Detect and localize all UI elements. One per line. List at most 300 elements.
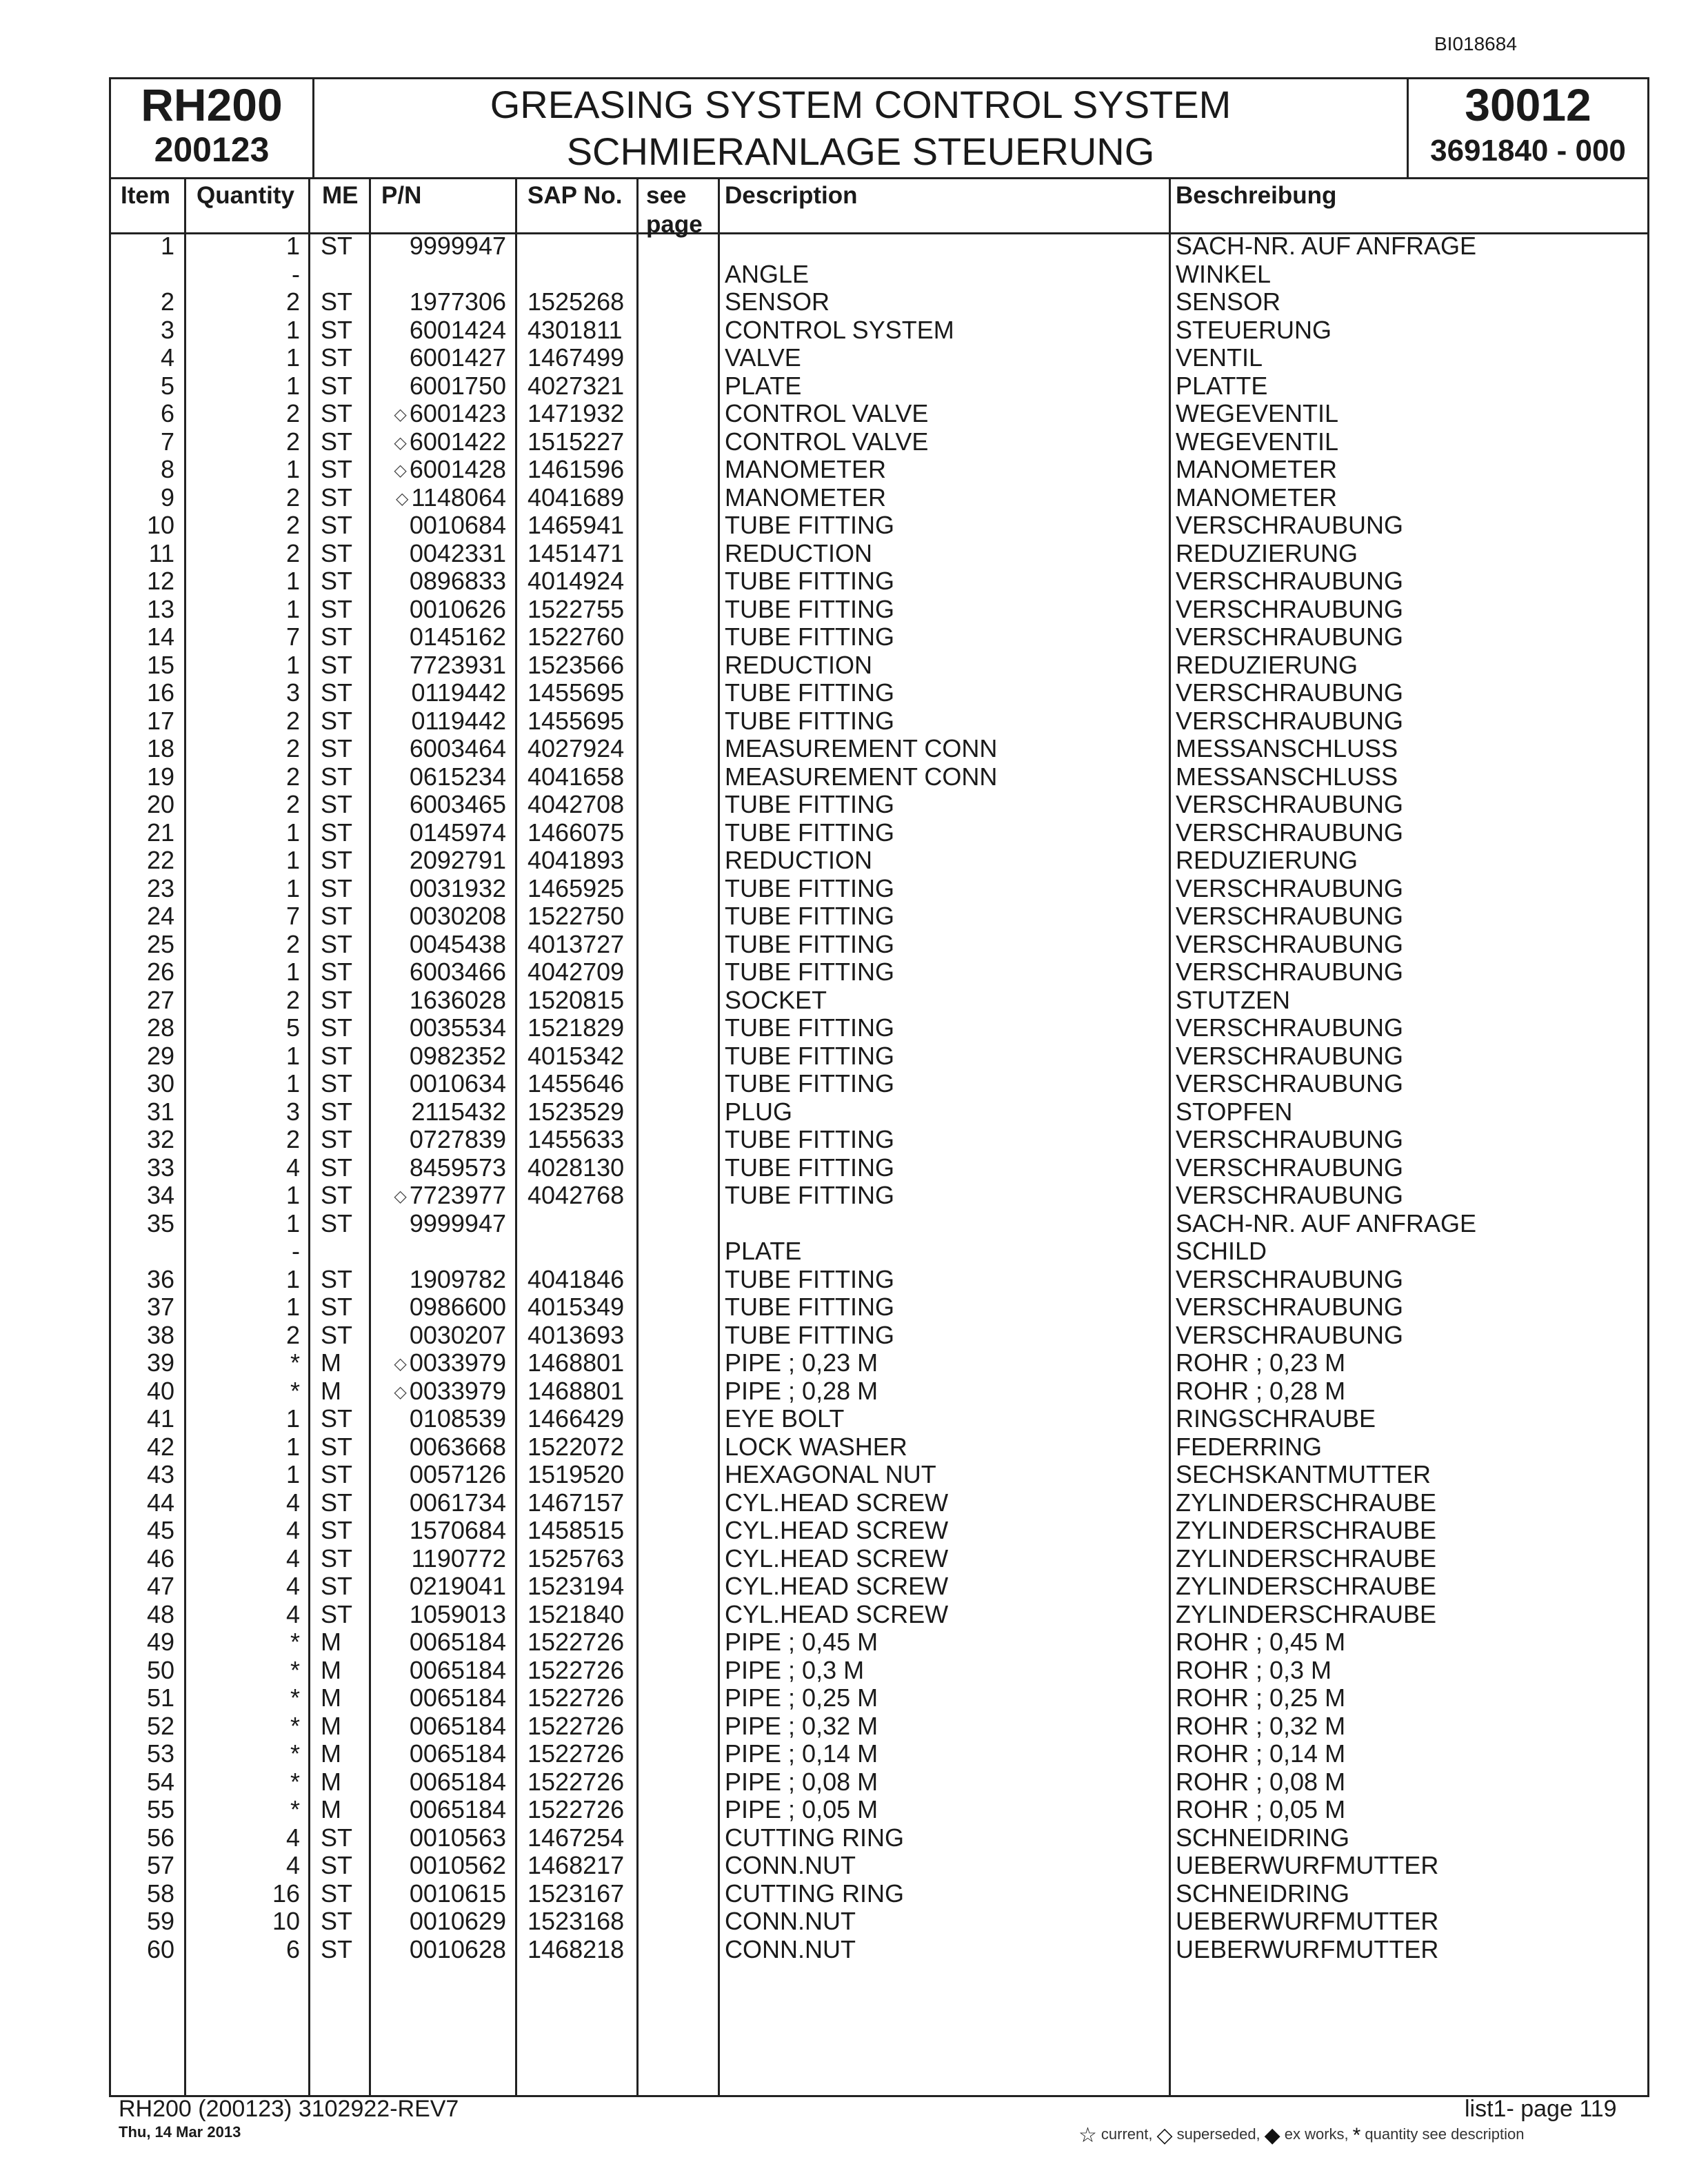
table-row: [111, 1098, 1647, 1126]
quantity-cell: [286, 987, 300, 1014]
unit-text: ST: [321, 1209, 353, 1237]
quantity-cell: [286, 875, 300, 902]
col-sap: SAP No.: [528, 182, 623, 209]
item-number-text: 33: [146, 1153, 174, 1182]
symbol-legend: [1078, 2123, 1529, 2147]
quantity-text: 1: [285, 1181, 300, 1209]
sap-number-text: 1458515: [528, 1516, 625, 1544]
quantity-text: 2: [285, 706, 300, 735]
beschreibung-text: ZYLINDERSCHRAUBE: [1176, 1544, 1437, 1573]
superseded-icon: ◇: [394, 1382, 407, 1402]
beschreibung-text: REDUZIERUNG: [1176, 650, 1358, 679]
item-number-cell: [147, 1628, 174, 1656]
unit-text: ST: [321, 232, 353, 260]
beschreibung-cell: [1176, 540, 1358, 567]
sap-number-cell: [528, 512, 624, 539]
beschreibung-cell: [1176, 679, 1403, 707]
unit-cell: [321, 735, 352, 762]
sap-number-cell: [528, 1740, 624, 1768]
description-text: TUBE FITTING: [725, 623, 894, 651]
sap-number-text: 4041689: [528, 483, 625, 512]
current-star-icon: ☆: [1078, 2124, 1097, 2147]
part-number-text: 1909782: [409, 1264, 506, 1293]
item-number-cell: [147, 1154, 174, 1182]
beschreibung-cell: [1176, 596, 1403, 623]
beschreibung-cell: [1176, 1237, 1267, 1265]
part-number-cell: [410, 1405, 506, 1433]
quantity-text: 4: [285, 1153, 300, 1182]
sap-number-cell: [528, 1098, 624, 1126]
footer-date: Thu, 14 Mar 2013: [119, 2123, 241, 2141]
quantity-text: 3: [285, 1097, 300, 1126]
sap-number-text: 1522726: [528, 1684, 625, 1712]
unit-text: M: [321, 1767, 341, 1796]
table-row: [111, 372, 1647, 401]
item-number-text: 1: [160, 232, 174, 260]
description-cell: [725, 1908, 856, 1935]
item-number-text: 8: [160, 455, 174, 483]
part-number-cell: [410, 902, 506, 930]
sap-number-cell: [528, 1908, 624, 1935]
part-number-text: 0061734: [409, 1488, 506, 1517]
unit-text: ST: [321, 985, 353, 1014]
sap-number-text: 1522760: [528, 623, 625, 651]
beschreibung-text: VERSCHRAUBUNG: [1176, 958, 1404, 986]
part-number-cell: [410, 1126, 506, 1153]
quantity-text: *: [290, 1767, 300, 1796]
description-text: PIPE ; 0,32 M: [725, 1711, 878, 1740]
item-number-text: 30: [146, 1069, 174, 1098]
item-number-cell: [161, 316, 174, 344]
unit-cell: [321, 651, 352, 679]
part-number-cell: [410, 987, 506, 1014]
footer-page-number: list1- page 119: [1465, 2096, 1617, 2122]
unit-text: ST: [321, 762, 353, 791]
sap-number-cell: [528, 707, 624, 735]
table-row: [111, 456, 1647, 484]
part-number-cell: [410, 1740, 506, 1768]
description-text: TUBE FITTING: [725, 1293, 894, 1321]
unit-text: ST: [321, 483, 353, 512]
table-row: [111, 1768, 1647, 1797]
beschreibung-cell: [1176, 763, 1398, 791]
item-number-text: 42: [146, 1432, 174, 1461]
quantity-text: *: [290, 1711, 300, 1740]
sap-number-text: 1522726: [528, 1739, 625, 1768]
group-number: 30012: [1465, 79, 1591, 130]
item-number-cell: [161, 428, 174, 456]
sap-number-cell: [528, 1880, 624, 1908]
item-number-text: 46: [146, 1544, 174, 1573]
table-row: [111, 1601, 1647, 1629]
description-text: CYL.HEAD SCREW: [725, 1544, 949, 1573]
part-number-text: 2092791: [409, 846, 506, 874]
part-number-cell: [410, 1266, 506, 1293]
part-number-cell: [410, 1154, 506, 1182]
table-row: [111, 902, 1647, 931]
beschreibung-text: VERSCHRAUBUNG: [1176, 1013, 1404, 1042]
beschreibung-text: SCHNEIDRING: [1176, 1879, 1350, 1908]
quantity-cell: [290, 1712, 300, 1740]
unit-cell: [321, 1322, 352, 1349]
item-number-cell: [147, 1322, 174, 1349]
item-number-cell: [147, 1405, 174, 1433]
quantity-cell: [286, 623, 300, 651]
item-number-text: 7: [160, 427, 174, 456]
unit-cell: [321, 1628, 341, 1656]
part-number-text: 7723977: [409, 1181, 506, 1209]
beschreibung-cell: [1176, 1377, 1345, 1405]
legend-label: quantity see description: [1365, 2125, 1525, 2143]
quantity-cell: [290, 1684, 300, 1712]
item-number-cell: [147, 1545, 174, 1573]
table-row: [111, 1349, 1647, 1377]
quantity-text: 4: [285, 1823, 300, 1852]
unit-cell: [321, 931, 352, 958]
item-number-cell: [161, 484, 174, 512]
quantity-cell: [286, 540, 300, 567]
description-cell: [725, 1712, 878, 1740]
serial-number: 200123: [154, 130, 270, 169]
beschreibung-text: ROHR ; 0,14 M: [1176, 1739, 1346, 1768]
table-row: [111, 1237, 1647, 1266]
superseded-icon: ◇: [394, 461, 407, 480]
quantity-text: 1: [285, 873, 300, 902]
beschreibung-text: ZYLINDERSCHRAUBE: [1176, 1488, 1437, 1517]
item-number-cell: [147, 875, 174, 902]
item-number-cell: [147, 819, 174, 847]
item-number-cell: [147, 1768, 174, 1796]
description-cell: [725, 1154, 894, 1182]
beschreibung-text: MESSANSCHLUSS: [1176, 734, 1398, 762]
item-number-text: 26: [146, 958, 174, 986]
description-cell: [725, 1573, 948, 1600]
sap-number-cell: [528, 344, 624, 372]
beschreibung-text: ZYLINDERSCHRAUBE: [1176, 1572, 1437, 1600]
description-cell: [725, 1545, 948, 1573]
part-number-cell: [410, 623, 506, 651]
part-number-cell: [394, 1349, 506, 1378]
table-row: [111, 1740, 1647, 1768]
beschreibung-cell: [1176, 1880, 1349, 1908]
item-number-text: 31: [146, 1097, 174, 1126]
sap-number-cell: [528, 372, 624, 400]
item-number-text: 5: [160, 371, 174, 400]
quantity-cell: [286, 1098, 300, 1126]
sap-number-text: 1468218: [528, 1934, 625, 1963]
unit-text: ST: [321, 1293, 353, 1321]
unit-cell: [321, 400, 352, 427]
item-number-text: 2: [160, 287, 174, 316]
part-number-text: 0042331: [409, 538, 506, 567]
beschreibung-cell: [1176, 1126, 1403, 1153]
description-cell: [725, 1126, 894, 1153]
beschreibung-text: SCHILD: [1176, 1237, 1267, 1265]
beschreibung-cell: [1176, 819, 1403, 847]
unit-cell: [321, 875, 352, 902]
item-number-text: 36: [146, 1264, 174, 1293]
sap-number-cell: [528, 1405, 624, 1433]
sap-number-text: 1465925: [528, 873, 625, 902]
beschreibung-cell: [1176, 1796, 1345, 1823]
description-cell: [725, 1936, 856, 1963]
table-row: [111, 931, 1647, 959]
description-cell: [725, 791, 894, 818]
beschreibung-cell: [1176, 456, 1337, 483]
description-cell: [725, 372, 801, 400]
description-cell: [725, 1098, 792, 1126]
quantity-cell: [290, 1349, 300, 1377]
part-number-text: 0119442: [411, 678, 506, 707]
beschreibung-cell: [1176, 1768, 1345, 1796]
sap-number-text: 4041893: [528, 846, 625, 874]
unit-text: M: [321, 1376, 341, 1405]
part-number-cell: [410, 540, 506, 567]
item-number-cell: [147, 1210, 174, 1237]
item-number-cell: [161, 372, 174, 400]
description-cell: [725, 288, 830, 316]
description-text: PIPE ; 0,25 M: [725, 1684, 878, 1712]
description-text: PIPE ; 0,3 M: [725, 1655, 865, 1684]
unit-text: ST: [321, 399, 353, 427]
sap-number-cell: [528, 651, 624, 679]
unit-cell: [321, 1601, 352, 1628]
description-cell: [725, 1266, 894, 1293]
sap-number-text: 4015349: [528, 1293, 625, 1321]
item-number-cell: [147, 1266, 174, 1293]
unit-cell: [321, 791, 352, 818]
table-row: [111, 232, 1647, 261]
part-number-text: 0982352: [409, 1041, 506, 1070]
part-number-cell: [412, 707, 506, 735]
part-number-cell: [410, 596, 506, 623]
beschreibung-cell: [1176, 1182, 1403, 1209]
item-number-text: 13: [146, 594, 174, 623]
part-number-text: 0033979: [409, 1348, 506, 1377]
description-cell: [725, 987, 827, 1014]
quantity-text: 1: [285, 455, 300, 483]
sap-number-cell: [528, 875, 624, 902]
sap-number-text: 1455633: [528, 1125, 625, 1153]
quantity-text: 2: [285, 399, 300, 427]
part-number-text: 0065184: [409, 1628, 506, 1656]
description-text: CONN.NUT: [725, 1907, 856, 1935]
sap-number-text: 1455646: [528, 1069, 625, 1098]
part-number-text: 6001750: [409, 371, 506, 400]
item-number-cell: [147, 1601, 174, 1628]
sap-number-cell: [528, 763, 624, 791]
table-row: [111, 1796, 1647, 1824]
unit-text: ST: [321, 1488, 353, 1517]
table-row: [111, 1628, 1647, 1657]
table-row: [111, 1908, 1647, 1936]
beschreibung-cell: [1176, 958, 1403, 986]
quantity-cell: [286, 679, 300, 707]
part-number-cell: [410, 1070, 506, 1098]
unit-text: ST: [321, 1432, 353, 1461]
item-number-cell: [147, 847, 174, 874]
description-cell: [725, 1517, 948, 1544]
description-text: REDUCTION: [725, 846, 872, 874]
sap-number-cell: [528, 1517, 624, 1544]
item-number-text: 22: [146, 846, 174, 874]
beschreibung-text: STOPFEN: [1176, 1097, 1293, 1126]
description-cell: [725, 1377, 878, 1405]
quantity-text: 4: [285, 1572, 300, 1600]
description-text: PIPE ; 0,05 M: [725, 1795, 878, 1823]
beschreibung-cell: [1176, 1042, 1403, 1070]
beschreibung-cell: [1176, 1852, 1438, 1879]
part-number-cell: [410, 1042, 506, 1070]
quantity-cell: [286, 1489, 300, 1517]
item-number-cell: [147, 735, 174, 762]
unit-cell: [321, 316, 352, 344]
part-number-cell: [412, 679, 506, 707]
part-number-text: 0986600: [409, 1293, 506, 1321]
quantity-text: 1: [285, 232, 300, 260]
sap-number-cell: [528, 1461, 624, 1488]
item-number-text: 55: [146, 1795, 174, 1823]
unit-cell: [321, 1880, 352, 1908]
beschreibung-text: UEBERWURFMUTTER: [1176, 1934, 1439, 1963]
description-text: TUBE FITTING: [725, 873, 894, 902]
item-number-text: 9: [160, 483, 174, 512]
sap-number-text: 1522726: [528, 1795, 625, 1823]
quantity-text: 1: [285, 343, 300, 372]
quantity-cell: [286, 1042, 300, 1070]
table-row: [111, 1936, 1647, 1964]
quantity-cell: [286, 1322, 300, 1349]
beschreibung-text: VERSCHRAUBUNG: [1176, 929, 1404, 958]
col-see-page: [646, 181, 703, 239]
superseded-icon: ◇: [396, 489, 409, 508]
sap-number-cell: [528, 1070, 624, 1098]
description-text: EYE BOLT: [725, 1404, 845, 1433]
part-number-cell: [410, 372, 506, 400]
col-pn: P/N: [381, 182, 422, 209]
sap-number-text: 1522726: [528, 1655, 625, 1684]
beschreibung-text: REDUZIERUNG: [1176, 846, 1358, 874]
item-number-text: 54: [146, 1767, 174, 1796]
beschreibung-text: VERSCHRAUBUNG: [1176, 1181, 1404, 1209]
unit-cell: [321, 1936, 352, 1963]
unit-cell: [321, 1740, 341, 1768]
unit-text: ST: [321, 902, 353, 930]
unit-cell: [321, 567, 352, 595]
sap-number-cell: [528, 1126, 624, 1153]
part-number-cell: [410, 344, 506, 372]
unit-text: ST: [321, 567, 353, 595]
part-number-cell: [396, 484, 506, 513]
beschreibung-cell: [1176, 1517, 1436, 1544]
table-row: [111, 875, 1647, 903]
table-row: [111, 679, 1647, 707]
table-row: [111, 1573, 1647, 1601]
legend-label: superseded,: [1176, 2125, 1260, 2143]
item-number-cell: [147, 1908, 174, 1935]
quantity-cell: [286, 651, 300, 679]
table-row: [111, 1880, 1647, 1908]
beschreibung-cell: [1176, 1489, 1436, 1517]
quantity-cell: [286, 1461, 300, 1488]
sap-number-cell: [528, 1684, 624, 1712]
quantity-cell: [286, 707, 300, 735]
beschreibung-text: VERSCHRAUBUNG: [1176, 678, 1404, 707]
part-number-cell: [394, 456, 506, 485]
quantity-text: 4: [285, 1599, 300, 1628]
beschreibung-cell: [1176, 875, 1403, 902]
table-row: [111, 1266, 1647, 1294]
item-number-cell: [147, 1461, 174, 1488]
description-cell: [725, 1042, 894, 1070]
part-number-cell: [412, 1098, 506, 1126]
beschreibung-text: WINKEL: [1176, 259, 1272, 288]
item-number-cell: [147, 512, 174, 539]
part-number-text: 0057126: [409, 1460, 506, 1488]
beschreibung-text: VERSCHRAUBUNG: [1176, 1293, 1404, 1321]
part-number-text: 1059013: [409, 1599, 506, 1628]
description-text: CYL.HEAD SCREW: [725, 1572, 949, 1600]
quantity-text: 2: [285, 511, 300, 539]
unit-text: ST: [321, 1404, 353, 1433]
quantity-cell: [286, 372, 300, 400]
quantity-text: 4: [285, 1516, 300, 1544]
description-cell: [725, 1628, 878, 1656]
sap-number-cell: [528, 596, 624, 623]
item-number-cell: [161, 232, 174, 260]
beschreibung-cell: [1176, 1461, 1431, 1488]
beschreibung-cell: [1176, 1740, 1345, 1768]
part-number-cell: [410, 1210, 506, 1237]
description-text: REDUCTION: [725, 650, 872, 679]
sap-number-text: 1515227: [528, 427, 625, 456]
item-number-text: 20: [146, 790, 174, 818]
unit-text: M: [321, 1711, 341, 1740]
quantity-text: 1: [285, 1432, 300, 1461]
sap-number-cell: [528, 428, 624, 456]
unit-cell: [321, 1210, 352, 1237]
quantity-text: 2: [285, 762, 300, 791]
sap-number-cell: [528, 540, 624, 567]
item-number-text: 27: [146, 985, 174, 1014]
item-number-text: 16: [146, 678, 174, 707]
part-number-text: 0065184: [409, 1795, 506, 1823]
part-number-cell: [410, 1684, 506, 1712]
unit-text: ST: [321, 1264, 353, 1293]
quantity-text: 1: [285, 958, 300, 986]
description-text: PIPE ; 0,23 M: [725, 1348, 878, 1377]
part-number-cell: [410, 1936, 506, 1963]
beschreibung-text: ROHR ; 0,08 M: [1176, 1767, 1346, 1796]
unit-text: ST: [321, 594, 353, 623]
quantity-cell: [286, 1573, 300, 1600]
beschreibung-text: ROHR ; 0,25 M: [1176, 1684, 1346, 1712]
quantity-text: 2: [285, 790, 300, 818]
beschreibung-cell: [1176, 1628, 1345, 1656]
part-number-text: 7723931: [409, 650, 506, 679]
beschreibung-cell: [1176, 316, 1332, 344]
beschreibung-text: PLATTE: [1176, 371, 1268, 400]
unit-text: ST: [321, 1907, 353, 1935]
description-cell: [725, 316, 954, 344]
item-number-text: 53: [146, 1739, 174, 1768]
col-see-page-line2: page: [646, 211, 703, 238]
beschreibung-cell: [1176, 1098, 1292, 1126]
table-row: [111, 428, 1647, 456]
unit-cell: [321, 484, 352, 512]
quantity-cell: [286, 288, 300, 316]
sap-number-cell: [528, 1852, 624, 1879]
